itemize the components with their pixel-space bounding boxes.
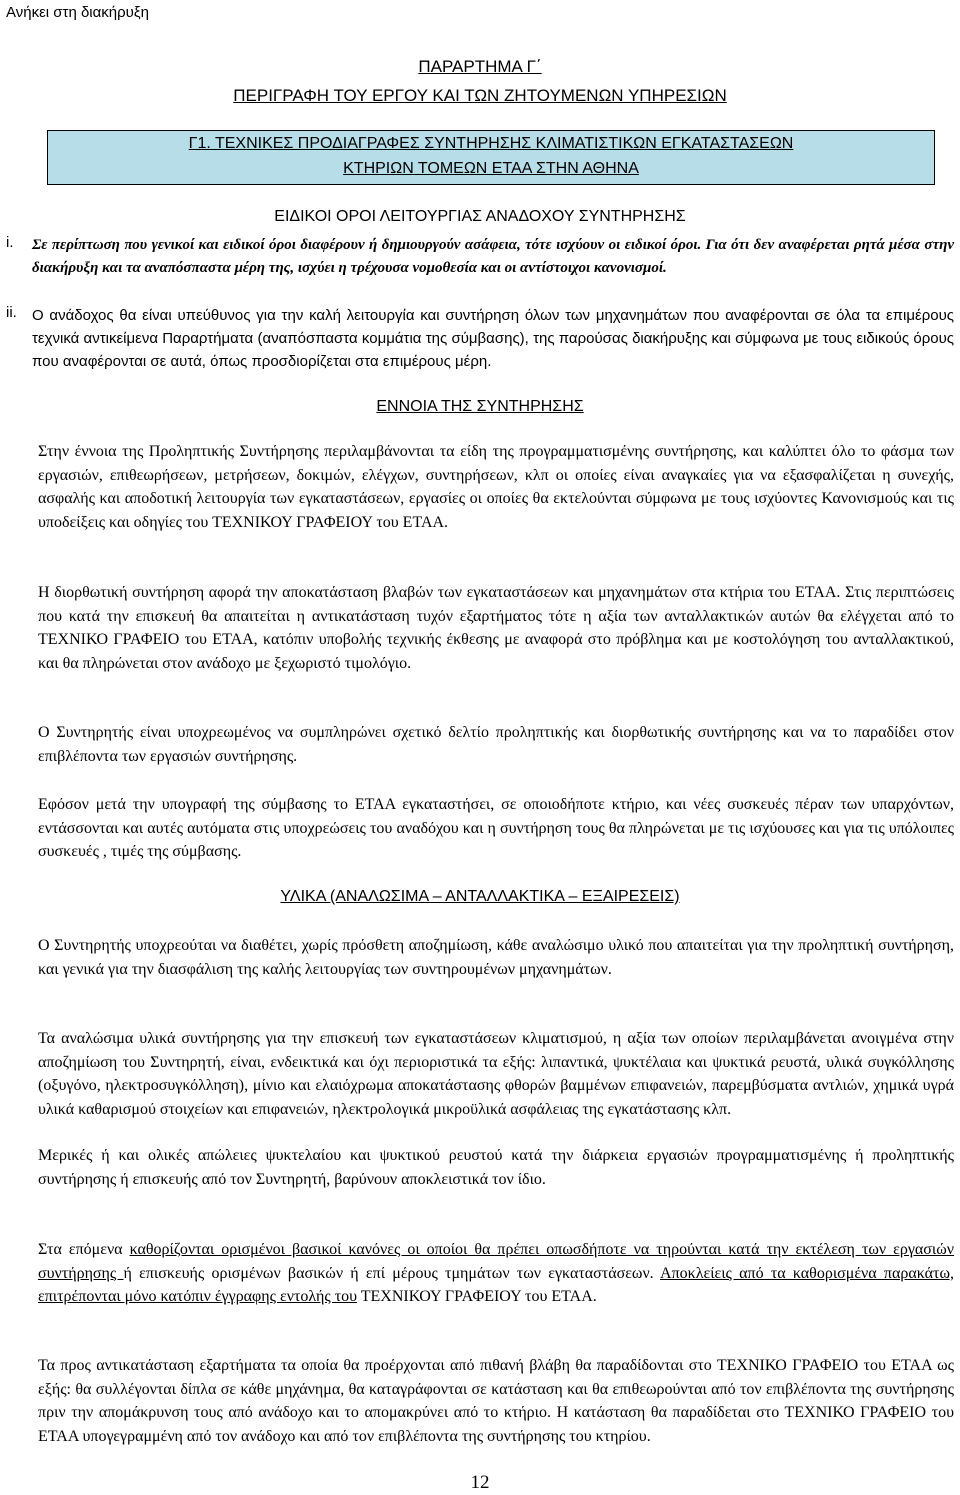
paragraph-new-devices: Εφόσον μετά την υπογραφή της σύμβασης το ΕΤΑΑ εγκαταστήσει, σε οποιοδήποτε κτήριο, και νέες συσκευές πέραν των υπαρχόντων, εντάσσονται και αυτές αυτόματα στις υποχρεώσεις του αναδόχου και η συντήρηση τους θα πληρώνεται με τις ισχύουσες και για τις υπόλοιπες συσκευές , τιμές της σύμβασης. xyxy=(38,796,954,860)
section-title-line1: Γ1. ΤΕΧΝΙΚΕΣ ΠΡΟΔΙΑΓΡΑΦΕΣ ΣΥΝΤΗΡΗΣΗΣ ΚΛΙΜΑΤΙΣΤΙΚΩΝ ΕΓΚΑΤΑΣΤΑΣΕΩΝ xyxy=(188,135,794,152)
rules-text-middle: ή επισκευής ορισμένων βασικών ή επί μέρους τμημάτων των εγκαταστάσεων. xyxy=(123,1264,661,1282)
rules-text-underlined-2: Αποκλείεις από τα καθορισμένα παρακάτω, επιτρέπονται μόνο κατόπιν έγγραφης εντολής του xyxy=(38,1264,955,1305)
rules-text-start: Στα επόμενα xyxy=(38,1241,130,1258)
paragraph-consumables: Ο Συντηρητής υποχρεούται να διαθέτει, χωρίς πρόσθετη αποζημίωση, κάθε αναλώσιμο υλικό που απαιτείται για την προληπτική συντήρηση, και γενικά για την διασφάλιση της καλής λειτουργίας των συντηρουμένων μηχανημάτων. xyxy=(38,937,954,978)
section-title-box xyxy=(47,130,935,185)
paragraph-consumables-list: Τα αναλώσιμα υλικά συντήρησης για την επισκευή των εγκαταστάσεων κλιματισμού, η αξία των οποίων περιλαμβάνεται ανοιγμένα στην αποζημίωση του Συντηρητή, είναι, ενδεικτικά και όχι περιοριστικά τα εξής: λιπαντικά, ψυκτέλαια και ψυκτικά ρευστά, υλικά συγκόλλησης (οξυγόνο, ηλεκτροσυγκόλληση), μίνιο και ελαιόχρωμα αποκατάστασης φθορών βαμμένων επιφανειών, παρεμβύσματα αντλιών, χημικά υγρά υλικά καθαρισμού στοιχείων και επιφανειών, ηλεκτρολογικά μικροϋλικά ασφάλειας της εγκατάστασης κλπ. xyxy=(38,1030,954,1118)
list-text: Σε περίπτωση που γενικοί και ειδικοί όροι διαφέρουν ή δημιουργούν ασάφεια, τότε ισχύουν οι ειδικοί όροι. Για ότι δεν αναφέρεται ρητά μέσα στην διακήρυξη και τα αναπόσπαστα μέρη της, ισχύει η τρέχουσα νομοθεσία και οι αντίστοιχοι κανονισμοί. xyxy=(32,237,954,276)
paragraph-rules xyxy=(38,1238,954,1309)
paragraph-losses: Μερικές ή και ολικές απώλειες ψυκτελαίου και ψυκτικού ρευστού κατά την διάρκεια εργασιών προγραμματισμένης ή προληπτικής συντήρησης ή επισκευής από τον Συντηρητή, βαρύνουν αποκλειστικά τον ίδιο. xyxy=(38,1147,954,1188)
paragraph-preventive: Στην έννοια της Προληπτικής Συντήρησης περιλαμβάνονται τα είδη της προγραμματισμένης συντήρησης, και καλύπτει όλο το φάσμα των εργασιών, επιθεωρήσεων, μετρήσεων, δοκιμών, ελέγχων, συντηρήσεων, κλπ οι οποίες είναι αναγκαίες για να εξασφαλίζεται η συνεχής, ασφαλής και αποδοτική λειτουργία των εγκαταστάσεων, εργασίες οι οποίες θα εκτελούνται σύμφωνα με τους ισχύοντες Κανονισμούς και τις υποδείξεις και οδηγίες του ΤΕΧΝΙΚΟΥ ΓΡΑΦΕΙΟΥ του ΕΤΑΑ. xyxy=(38,443,954,531)
annex-heading xyxy=(0,52,960,110)
document-header: Ανήκει στη διακήρυξη xyxy=(6,4,149,21)
special-terms-heading: ΕΙΔΙΚΟΙ ΟΡΟΙ ΛΕΙΤΟΥΡΓΙΑΣ ΑΝΑΔΟΧΟΥ ΣΥΝΤΗΡΗΣΗΣ xyxy=(274,208,686,225)
paragraph-replacement-parts: Τα προς αντικατάσταση εξαρτήματα τα οποία θα προέρχονται από πιθανή βλάβη θα παραδίδονται στο ΤΕΧΝΙΚΟ ΓΡΑΦΕΙΟ του ΕΤΑΑ ως εξής: θα συλλέγονται δίπλα σε κάθε μηχάνημα, θα καταγράφονται σε κατάσταση και θα επιθεωρούνται από τον επιβλέποντα της συντήρησης πριν την απομάκρυνση τους από ανάδοχο και το απομακρύνει από το κτήριο. Η κατάσταση θα παραδίδεται στο ΤΕΧΝΙΚΟ ΓΡΑΦΕΙΟ του ΕΤΑΑ υπογεγραμμένη από τον ανάδοχο και από τον επιβλέποντα της συντήρησης του κτηρίου. xyxy=(38,1357,954,1445)
paragraph-report: Ο Συντηρητής είναι υποχρεωμένος να συμπληρώνει σχετικό δελτίο προληπτικής και διορθωτικής συντήρησης και να το παραδίδει στον επιβλέποντα των εργασιών συντήρησης. xyxy=(38,724,954,765)
annex-subtitle: ΠΕΡΙΓΡΑΦΗ ΤΟΥ ΕΡΓΟΥ ΚΑΙ ΤΩΝ ΖΗΤΟΥΜΕΝΩΝ ΥΠΗΡΕΣΙΩΝ xyxy=(233,86,727,105)
materials-heading: ΥΛΙΚΑ (ΑΝΑΛΩΣΙΜΑ – ΑΝΤΑΛΛΑΚΤΙΚΑ – ΕΞΑΙΡΕΣΕΙΣ) xyxy=(280,888,680,905)
paragraph-corrective: Η διορθωτική συντήρηση αφορά την αποκατάσταση βλαβών των εγκαταστάσεων και μηχανημάτων στα κτήρια του ΕΤΑΑ. Στις περιπτώσεις που κατά την επισκευή θα απαιτείται η αντικατάσταση τυχόν εξαρτήματος τότε η αξία των ανταλλακτικών αυτών θα ελέγχεται από το ΤΕΧΝΙΚΟ ΓΡΑΦΕΙΟ του ΕΤΑΑ, κατόπιν υποβολής τεχνικής έκθεσης με αναφορά στο πρόβλημα και με κοστολόγηση του ανταλλακτικού, και θα πληρώνεται στον ανάδοχο με ξεχωριστό τιμολόγιο. xyxy=(38,584,954,672)
section-title-line2: ΚΤΗΡΙΩΝ ΤΟΜΕΩΝ ΕΤΑΑ ΣΤΗΝ ΑΘΗΝΑ xyxy=(343,160,639,177)
rules-text-end: ΤΕΧΝΙΚΟΥ ΓΡΑΦΕΙΟΥ του ΕΤΑΑ. xyxy=(357,1288,597,1305)
annex-title: ΠΑΡΑΡΤΗΜΑ Γ΄ xyxy=(418,57,542,76)
page-number: 12 xyxy=(470,1472,490,1493)
list-number: ii. xyxy=(6,304,17,321)
maintenance-heading: ΕΝΝΟΙΑ ΤΗΣ ΣΥΝΤΗΡΗΣΗΣ xyxy=(376,398,584,415)
list-text: Ο ανάδοχος θα είναι υπεύθυνος για την καλή λειτουργία και συντήρηση όλων των μηχανημάτων που αναφέρονται σε όλα τα επιμέρους τεχνικά αντικείμενα Παραρτήματα (αναπόσπαστα κομμάτια της σύμβασης), της παρούσας διακήρυξης και σύμφωνα με τους ειδικούς όρους που αναφέρονται σε αυτά, όπως προσδιορίζεται στα επιμέρους μέρη. xyxy=(32,307,954,370)
rules-text-underlined-1: καθορίζονται ορισμένοι βασικοί κανόνες οι οποίοι θα πρέπει οπωσδήποτε να τηρούνται κατά την εκτέλεση των εργασιών συντήρησης xyxy=(38,1241,954,1282)
list-number: i. xyxy=(6,234,14,251)
